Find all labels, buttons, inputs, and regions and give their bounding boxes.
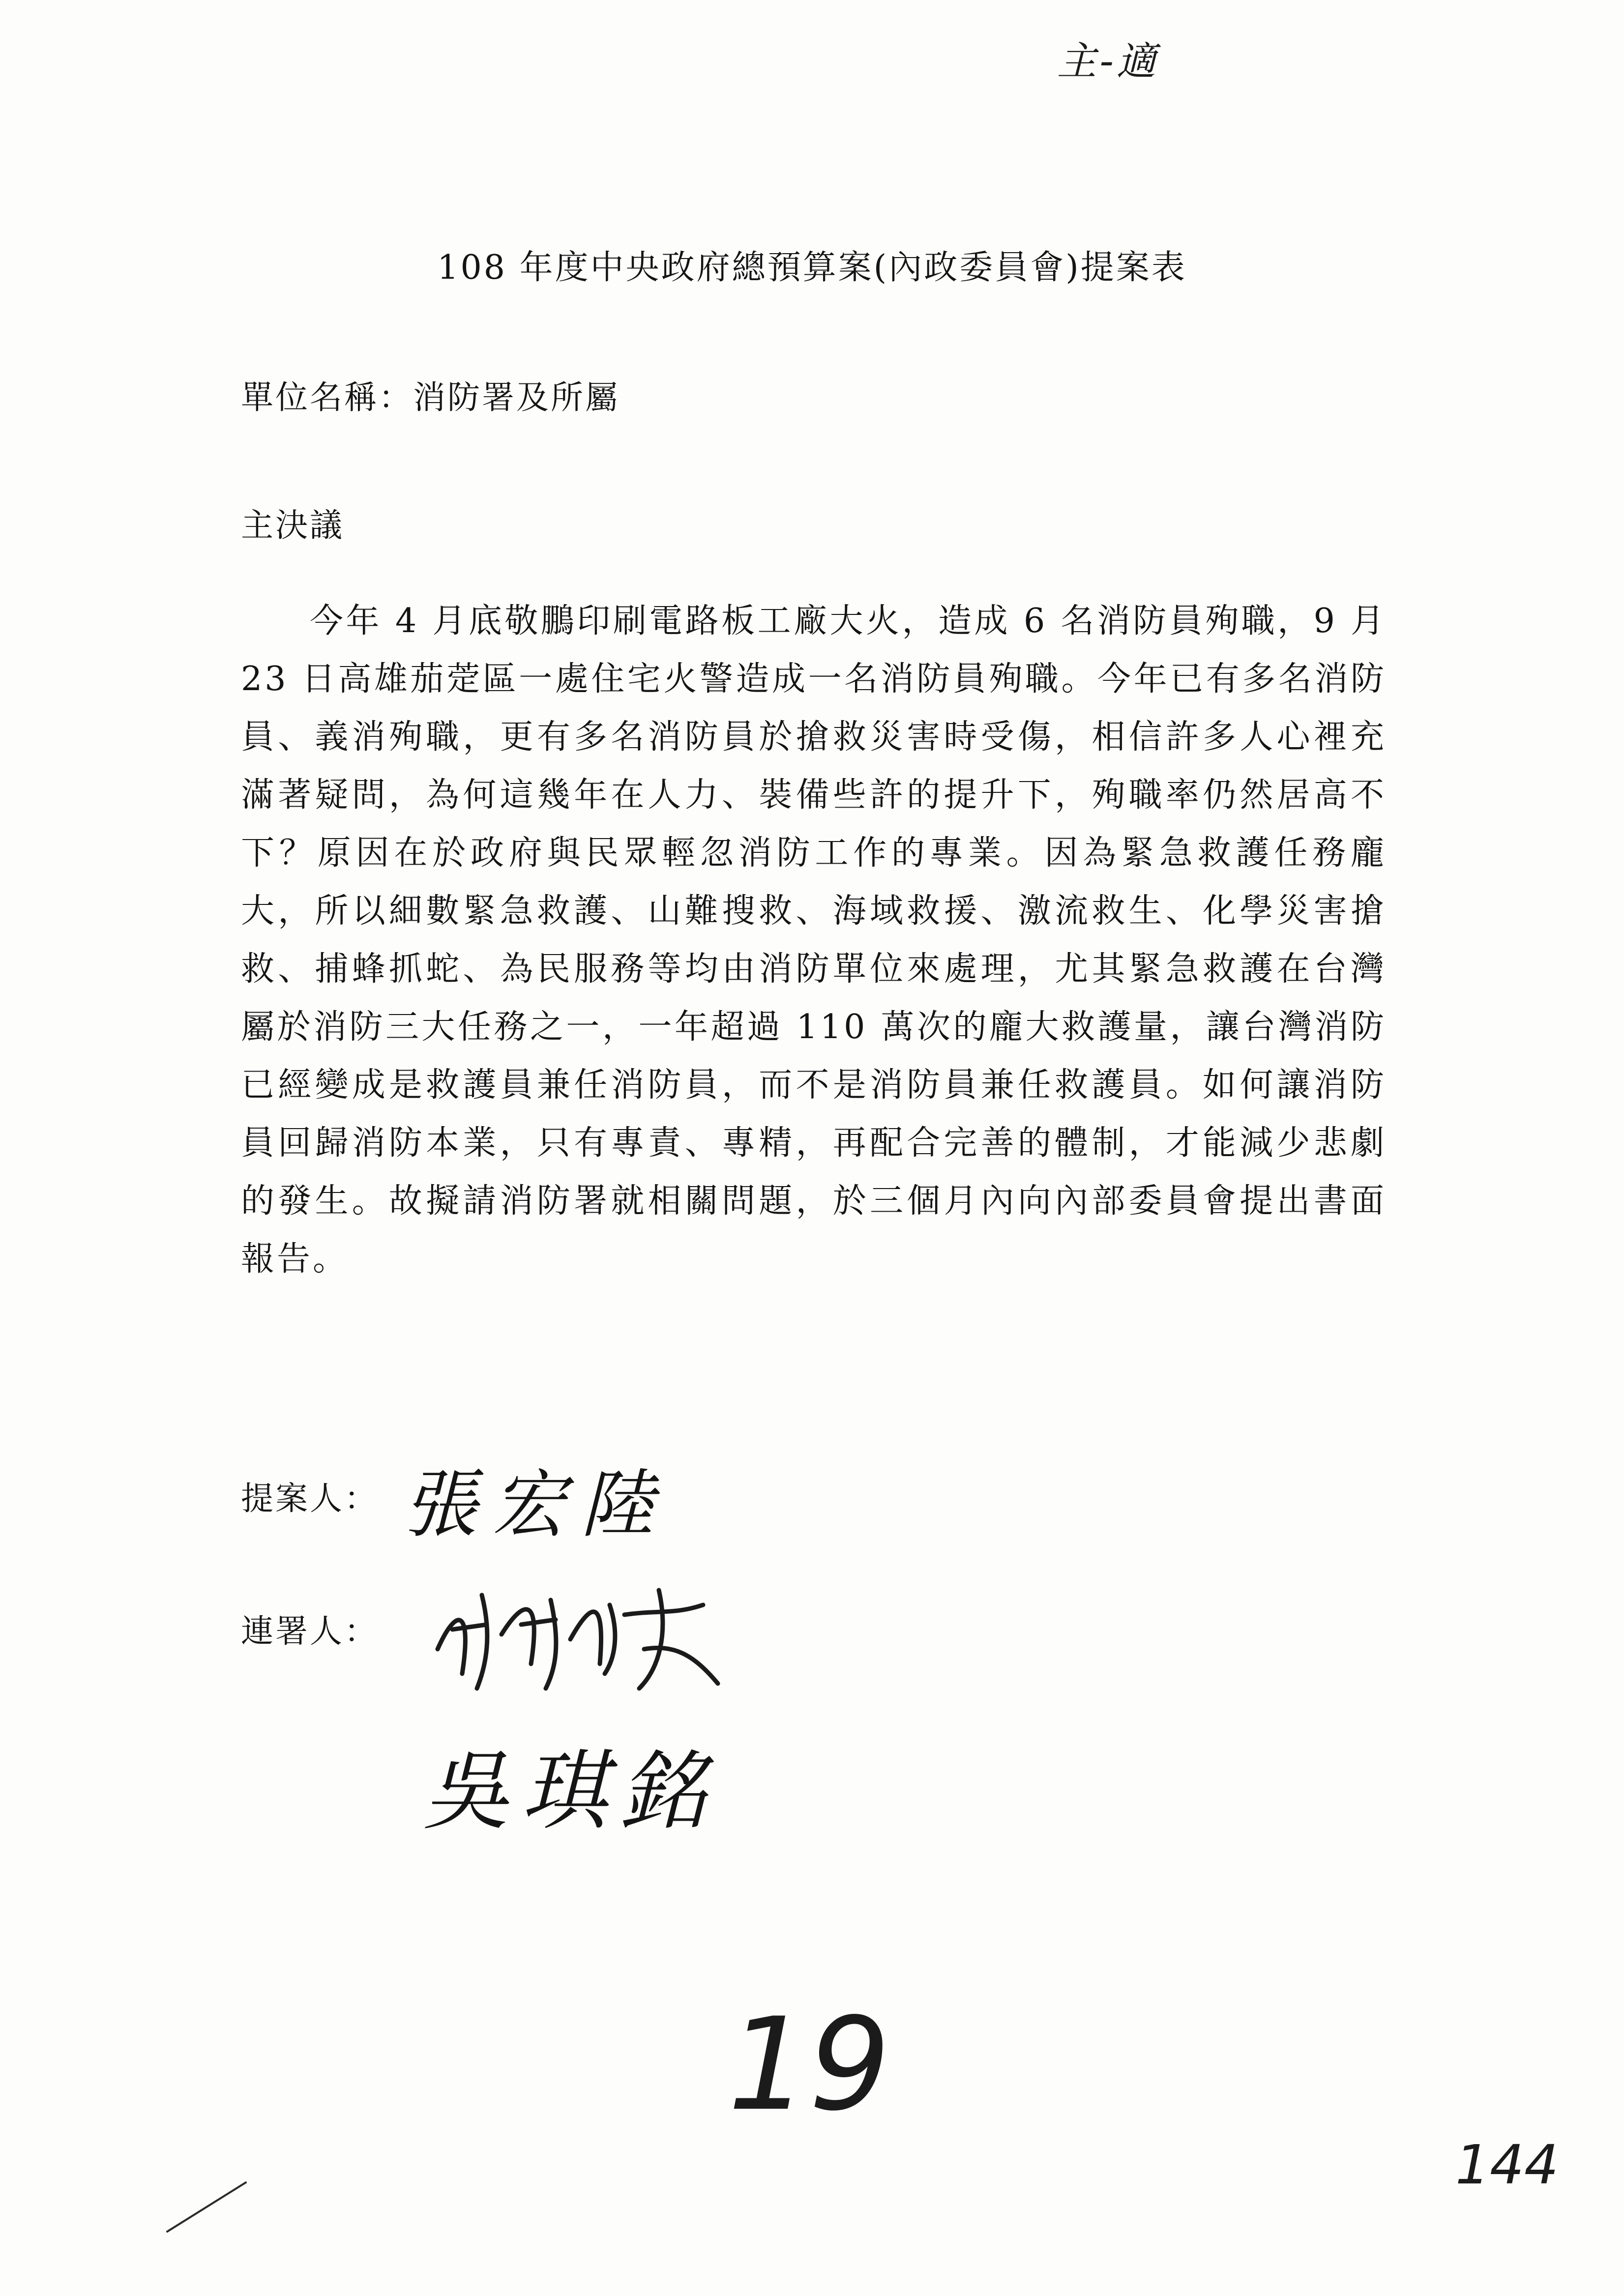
cosigner-signature-scribble [428, 1575, 733, 1693]
handwritten-page-number: 19 [728, 1991, 890, 2139]
cosigner-block [241, 1605, 718, 1842]
unit-name-label: 單位名稱： [241, 378, 413, 416]
resolution-heading: 主決議 [241, 506, 344, 544]
corner-handwritten-note: 主-適 [1057, 38, 1159, 84]
handwritten-sheet-number: 144 [1455, 2133, 1559, 2196]
proposer-signature: 張宏陸 [403, 1462, 669, 1548]
cosigner-label: 連署人： [241, 1612, 379, 1650]
cosigner-signature-2: 吳琪銘 [423, 1742, 718, 1842]
unit-name-row [241, 371, 620, 418]
proposer-label: 提案人： [241, 1480, 379, 1517]
document-title: 108 年度中央政府總預算案(內政委員會)提案表 [437, 248, 1187, 287]
stray-pen-mark [162, 2178, 251, 2237]
unit-name-value: 消防署及所屬 [413, 378, 620, 416]
proposer-block [241, 1462, 669, 1548]
resolution-body: 今年 4 月底敬鵬印刷電路板工廠大火，造成 6 名消防員殉職，9 月 23 日高雄茄萣區一處住宅火警造成一名消防員殉職。今年已有多名消防員、義消殉職，更有多名消防員於搶救災害時受傷，相信許多人心裡充滿著疑問，為何這幾年在人力、裝備些許的提升下，殉職率仍然居高不下？原因在於政府與民眾輕忽消防工作的專業。因為緊急救護任務龐大，所以細數緊急救護、山難搜救、海域救援、激流救生、化學災害搶救、捕蜂抓蛇、為民服務等均由消防單位來處理，尤其緊急救護在台灣屬於消防三大任務之一，一年超過 110 萬次的龐大救護量，讓台灣消防已經變成是救護員兼任消防員，而不是消防員兼任救護員。如何讓消防員回歸消防本業，只有專責、專精，再配合完善的體制，才能減少悲劇的發生。故擬請消防署就相關問題，於三個月內向內部委員會提出書面報告。 [241, 602, 1387, 1279]
